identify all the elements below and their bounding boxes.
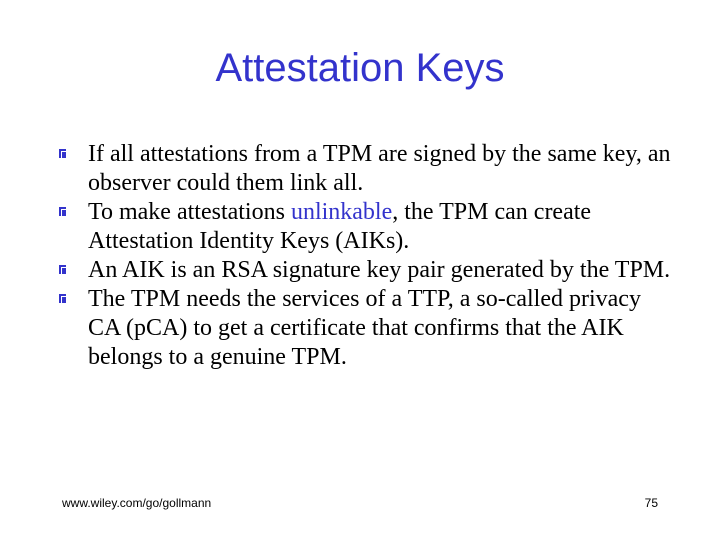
page-number: 75 (644, 496, 658, 510)
square-bullet-icon (58, 264, 68, 276)
footer-url: www.wiley.com/go/gollmann (62, 496, 212, 510)
square-bullet-icon (58, 206, 68, 218)
bullet-item (58, 256, 678, 285)
bullet-text-part: If all attestations from a TPM are signed by the same key, an observer could them link all. (88, 141, 671, 196)
square-bullet-icon (58, 148, 68, 160)
bullet-text-part: To make attestations (88, 199, 291, 225)
bullet-item (58, 198, 678, 256)
bullet-text-part: , the TPM can create Attestation Identity Keys (AIKs). (88, 199, 592, 254)
highlighted-term: unlinkable (290, 199, 393, 225)
slide-title: Attestation Keys (215, 46, 505, 90)
bullet-text-part: The TPM needs the services of a TTP, a so-called privacy CA (pCA) to get a certificate that confirms that the AIK belongs to a genuine TPM. (88, 286, 641, 370)
square-bullet-icon (58, 293, 68, 305)
bullet-text-part: An AIK is an RSA signature key pair generated by the TPM. (88, 257, 671, 283)
bullet-item (58, 285, 678, 372)
bullet-item (58, 140, 678, 198)
bullet-list (58, 140, 678, 372)
